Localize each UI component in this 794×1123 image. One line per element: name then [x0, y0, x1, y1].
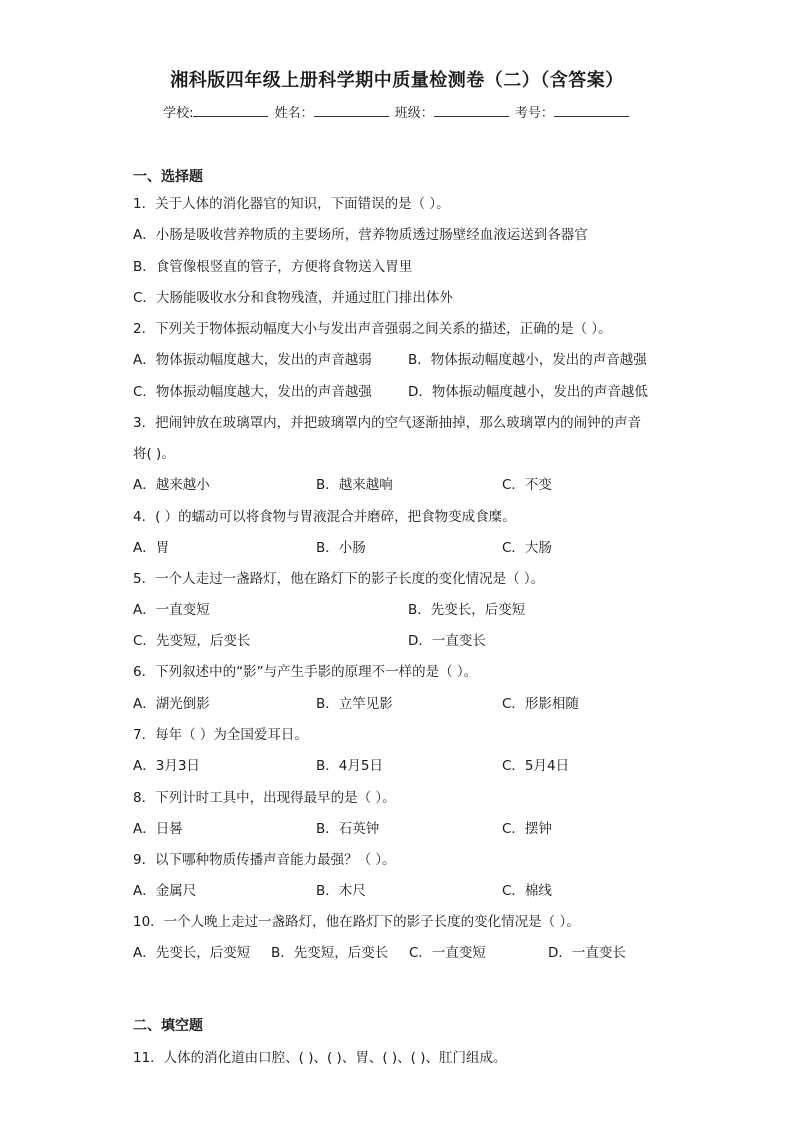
q4-option-b: B．小肠 [316, 540, 366, 556]
q10-option-d: D．一直变长 [548, 945, 626, 961]
q7-option-b: B．4月5日 [316, 758, 383, 774]
q1-stem: 1．关于人体的消化器官的知识，下面错误的是（ ）。 [133, 196, 450, 212]
section-choice-heading: 一、选择题 [133, 169, 203, 185]
q8-option-a: A．日晷 [133, 821, 183, 837]
student-info-row [0, 102, 794, 121]
class-blank[interactable] [434, 104, 509, 117]
q9-stem: 9．以下哪种物质传播声音能力最强？（ ）。 [133, 852, 396, 868]
q10-option-c: C．一直变短 [409, 945, 486, 961]
q5-option-d: D．一直变长 [408, 633, 486, 649]
q5-option-c: C．先变短，后变长 [133, 633, 251, 649]
name-label: 姓名： [274, 106, 314, 121]
q7-option-a: A．3月3日 [133, 758, 200, 774]
q2-option-d: D．物体振动幅度越小，发出的声音越低 [408, 384, 648, 400]
q5-option-b: B．先变长，后变短 [408, 602, 526, 618]
q9-option-c: C．棉线 [502, 883, 552, 899]
q6-option-a: A．湖光倒影 [133, 696, 210, 712]
q2-stem: 2．下列关于物体振动幅度大小与发出声音强弱之间关系的描述，正确的是（ ）。 [133, 321, 612, 337]
q3-option-c: C．不变 [502, 477, 552, 493]
q4-stem: 4．( ）的蠕动可以将食物与胃液混合并磨碎，把食物变成食糜。 [133, 509, 516, 525]
q10-stem: 10．一个人晚上走过一盏路灯，他在路灯下的影子长度的变化情况是（ ）。 [133, 914, 580, 930]
q3-stem-line2: 将( )。 [133, 446, 175, 462]
q8-option-c: C．摆钟 [502, 821, 552, 837]
q1-option-b: B．食管像根竖直的管子，方便将食物送入胃里 [133, 259, 413, 275]
q3-option-a: A．越来越小 [133, 477, 210, 493]
q3-stem-line1: 3．把闹钟放在玻璃罩内，并把玻璃罩内的空气逐渐抽掉，那么玻璃罩内的闹钟的声音 [133, 415, 642, 431]
q11-stem: 11．人体的消化道由口腔、( )、( )、胃、( )、( )、肛门组成。 [133, 1050, 507, 1066]
q2-option-c: C．物体振动幅度越大，发出的声音越强 [133, 384, 372, 400]
q9-option-b: B．木尺 [316, 883, 366, 899]
school-blank[interactable] [193, 104, 268, 117]
page-title: 湘科版四年级上册科学期中质量检测卷（二）（含答案） [170, 70, 624, 91]
q7-option-c: C．5月4日 [502, 758, 570, 774]
q7-stem: 7．每年（ ）为全国爱耳日。 [133, 727, 308, 743]
class-label: 班级： [394, 106, 434, 121]
q8-stem: 8．下列计时工具中，出现得最早的是（ ）。 [133, 790, 396, 806]
q10-option-a: A．先变长，后变短 [133, 945, 251, 961]
q4-option-c: C．大肠 [502, 540, 552, 556]
q3-option-b: B．越来越响 [316, 477, 393, 493]
q9-option-a: A．金属尺 [133, 883, 197, 899]
q4-option-a: A．胃 [133, 540, 170, 556]
q1-option-a: A．小肠是吸收营养物质的主要场所，营养物质透过肠壁经血液运送到各器官 [133, 227, 588, 243]
q5-option-a: A．一直变短 [133, 602, 210, 618]
q2-option-a: A．物体振动幅度越大，发出的声音越弱 [133, 352, 372, 368]
q1-option-c: C．大肠能吸收水分和食物残渣，并通过肛门排出体外 [133, 290, 453, 306]
number-label: 考号： [514, 106, 554, 121]
q2-option-b: B．物体振动幅度越小，发出的声音越强 [408, 352, 647, 368]
section-fill-heading: 二、填空题 [133, 1018, 203, 1034]
number-blank[interactable] [554, 104, 629, 117]
school-label: 学校: [163, 106, 194, 121]
q6-option-b: B．立竿见影 [316, 696, 393, 712]
q6-stem: 6．下列叙述中的“影”与产生手影的原理不一样的是（ ）。 [133, 664, 478, 680]
name-blank[interactable] [314, 104, 389, 117]
q5-stem: 5．一个人走过一盏路灯，他在路灯下的影子长度的变化情况是（ ）。 [133, 571, 545, 587]
q6-option-c: C．形影相随 [502, 696, 579, 712]
q8-option-b: B．石英钟 [316, 821, 380, 837]
q10-option-b: B．先变短，后变长 [271, 945, 389, 961]
